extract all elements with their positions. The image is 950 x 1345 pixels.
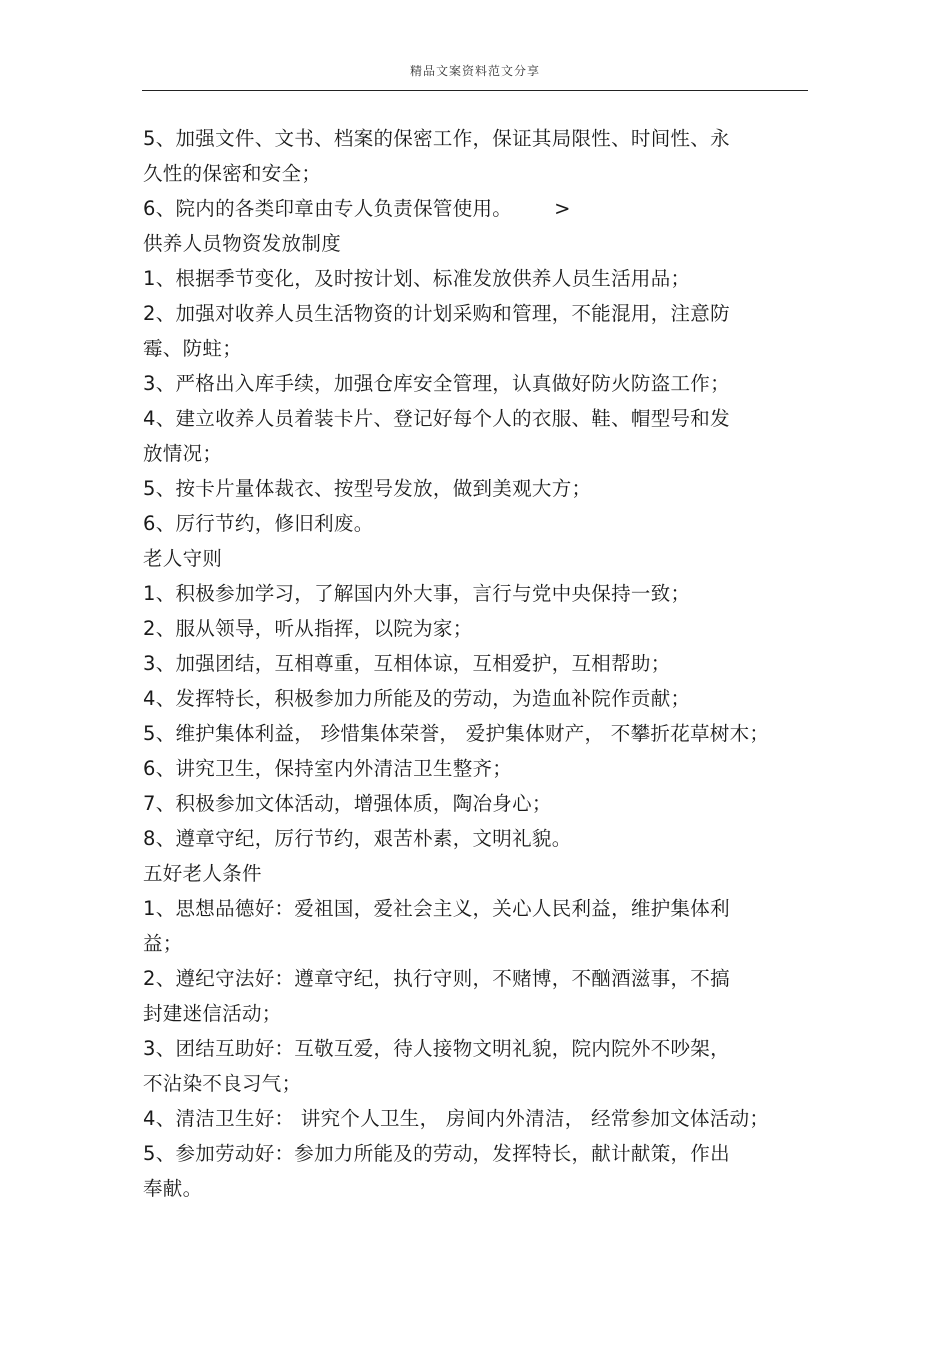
- text-line: 3、加强团结，互相尊重，互相体谅，互相爱护，互相帮助；: [143, 652, 671, 675]
- text-line: 6、厉行节约，修旧利废。: [143, 512, 374, 535]
- text-line: 益；: [143, 932, 183, 955]
- text-line: 5、加强文件、文书、档案的保密工作，保证其局限性、时间性、永: [143, 127, 730, 150]
- text-line: 8、遵章守纪，厉行节约，艰苦朴素，文明礼貌。: [143, 827, 572, 850]
- text-line: 2、加强对收养人员生活物资的计划采购和管理，不能混用，注意防: [143, 302, 730, 325]
- text-line: 4、清洁卫生好： 讲究个人卫生， 房间内外清洁， 经常参加文体活动；: [143, 1107, 770, 1130]
- section-heading-five-good: 五好老人条件: [143, 862, 262, 885]
- text-line: 5、维护集体利益， 珍惜集体荣誉， 爱护集体财产， 不攀折花草树木；: [143, 722, 770, 745]
- text-line: 4、建立收养人员着装卡片、登记好每个人的衣服、鞋、帽型号和发: [143, 407, 730, 430]
- text-line-content: 6、院内的各类印章由专人负责保管使用。: [143, 197, 513, 220]
- text-line: 7、积极参加文体活动，增强体质，陶冶身心；: [143, 792, 552, 815]
- text-line: 久性的保密和安全；: [143, 162, 322, 185]
- text-line: [143, 191, 803, 226]
- section-heading-supplies: 供养人员物资发放制度: [143, 232, 342, 255]
- text-line: 放情况；: [143, 442, 223, 465]
- text-line: 3、团结互助好：互敬互爱，待人接物文明礼貌，院内院外不吵架，: [143, 1037, 730, 1060]
- document-body: [143, 121, 803, 1206]
- text-line: 1、积极参加学习，了解国内外大事，言行与党中央保持一致；: [143, 582, 691, 605]
- stray-greater-than-mark: >: [554, 197, 571, 220]
- text-line: 3、严格出入库手续，加强仓库安全管理，认真做好防火防盗工作；: [143, 372, 730, 395]
- text-line: 6、讲究卫生，保持室内外清洁卫生整齐；: [143, 757, 513, 780]
- text-line: 2、服从领导，听从指挥，以院为家；: [143, 617, 473, 640]
- text-line: 1、根据季节变化，及时按计划、标准发放供养人员生活用品；: [143, 267, 691, 290]
- text-line: 5、按卡片量体裁衣、按型号发放，做到美观大方；: [143, 477, 592, 500]
- text-line: 霉、防蛀；: [143, 337, 243, 360]
- text-line: 1、思想品德好：爱祖国，爱社会主义，关心人民利益，维护集体利: [143, 897, 730, 920]
- section-heading-elder-rules: 老人守则: [143, 547, 223, 570]
- header-divider: [142, 90, 808, 91]
- page-header-title: 精品文案资料范文分享: [409, 64, 540, 78]
- text-line: 2、遵纪守法好：遵章守纪，执行守则，不赌博，不酗酒滋事，不搞: [143, 967, 730, 990]
- text-line: 封建迷信活动；: [143, 1002, 282, 1025]
- text-line: 奉献。: [143, 1177, 203, 1200]
- text-line: 4、发挥特长，积极参加力所能及的劳动，为造血补院作贡献；: [143, 687, 691, 710]
- text-line: 不沾染不良习气；: [143, 1072, 302, 1095]
- text-line: 5、参加劳动好：参加力所能及的劳动，发挥特长，献计献策，作出: [143, 1142, 730, 1165]
